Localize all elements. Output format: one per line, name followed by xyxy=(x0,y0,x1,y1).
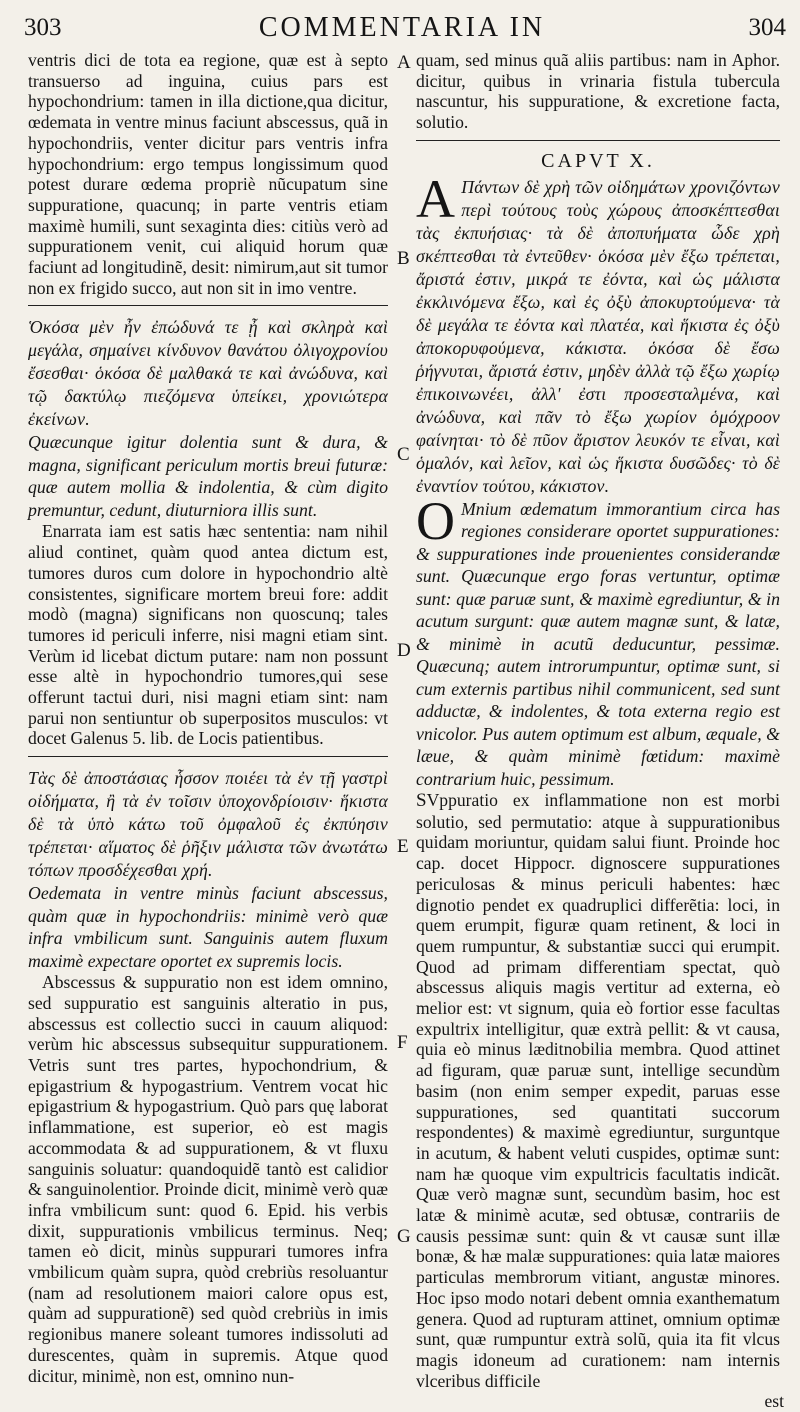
greek-text: Πάντων δὲ χρὴ τῶν οἰδημάτων χρονιζόντων περὶ τούτους τοὺς χώρους ἀποσκέπτεσθαι τὰς ἐκπυήσιας· τὰ δὲ ἀποπυήματα ὧδε χρὴ σκέπτεσθαι τὰ ἐντεῦθεν· ὁκόσα μὲν ἔξω τρέπεται, ἄριστά ἐστιν, μικρά τε ἐόντα, καὶ ὡς μάλιστα ἐκκλινόμενα ἔξω, καὶ ἐς ὀξὺ ἀποκυρτούμενα· τὰ δὲ μεγάλα τε ἐόντα καὶ πλατέα, καὶ ἥκιστα ἐς ὀξὺ ἀποκορυφούμενα, κάκιστα. ὁκόσα δὲ ἔσω ῥήγνυται, ἄριστά ἐστιν, μηδὲν ἀλλὰ τῷ ἔξω χωρίῳ ἐπικοινωνέει, ἀλλ' ἐστι προσεσταλμένα, καὶ ἀνώδυνα, καὶ πᾶν τὸ ἔξω χωρίον ὁμόχροον φαίνηται· τὸ δὲ πῦον ἄριστον λευκόν τε εἶναι, καὶ ὁμαλόν, καὶ λεῖον, καὶ ὡς ἥκιστα δυσῶδες· τὸ δὲ ἐναντίον τούτου, κάκιστον. xyxy=(416,176,780,496)
margin-letter-b: B xyxy=(397,248,410,269)
paragraph-initial: S xyxy=(416,790,427,812)
margin-letter-a: A xyxy=(397,52,411,73)
greek-initial: Α xyxy=(416,168,456,229)
margin-letter-f: F xyxy=(397,1032,408,1053)
margin-letter-g: G xyxy=(397,1226,411,1247)
margin-letter-e: E xyxy=(397,836,409,857)
section-rule xyxy=(28,305,388,306)
latin-translation: Oedemata in ventre minùs faciunt abscessus, quàm quæ in hypochondriis: minimè verò quæ infra vmbilicum sunt. Sanguinis autem fluxum maximè expectare oportet ex supremis locis. xyxy=(28,883,388,971)
latin-translation: Quæcunque igitur dolentia sunt & dura, & magna, significant periculum mortis breui futuræ: quæ autem mollia & indolentia, & cùm digito premuntur, cedunt, diuturniora illis sunt. xyxy=(28,432,388,520)
page-number-right: 304 xyxy=(748,14,786,41)
commentary-paragraph: quam, sed minus quã aliis partibus: nam in Aphor. dicitur, quibus in vrinaria fistula tubercula nascuntur, his suppuratione, & excretione facta, solutio. xyxy=(416,50,780,133)
margin-letter-d: D xyxy=(397,640,411,661)
latin-initial: O xyxy=(416,490,455,551)
commentary-paragraph xyxy=(416,790,780,1391)
right-column xyxy=(416,50,784,1412)
greek-aphorism xyxy=(416,168,780,498)
greek-aphorism: Τὰς δὲ ἀποστάσιας ἧσσον ποιέει τὰ ἐν τῇ γαστρὶ οἰδήματα, ἢ τὰ ἐν τοῖσιν ὑποχονδρίοισιν· ἥκιστα δὲ τὰ ὑπὸ κάτω τοῦ ὀμφαλοῦ ἐς ἐκπύησιν τρέπεται· αἵματος δὲ ῥῆξιν μάλιστα τῶν ἀνωτάτω τόπων προσδέχεσθαι χρή. xyxy=(28,768,388,881)
section-rule xyxy=(28,756,388,757)
commentary-paragraph: Abscessus & suppuratio non est idem omnino, sed suppuratio est sanguinis alteratio in pus, abscessus est collectio succi in cauum aliquod: verùm hic abscessus subsequitur suppurationem. Vetris sunt tres partes, hypochondrium, & epigastrium & hypogastrium. Ventrem vocat hic epigastrium & hypogastrium. Quò pars quę laborat inflammatione, est superior, eò est magis accommodata & ad suppurationem, & vt fluxu sanguinis soluatur: quandoquidẽ tantò est calidior & sanguinolentior. Proinde dicit, minimè verò quæ infra vmbilicum sunt: quod 6. Epid. his verbis dixit, suppurationis vmbilicus terminus. Neq; tamen eò dicit, minùs suppurari tumores infra vmbilicum quàm supra, quòd crebriùs resoluantur (nam ad resolutionem maiori calore opus est, quàm ad suppurationẽ) sed quòd crebriùs in imis regionibus manere soleant tumores indissoluti ad durescentes, quàm in supremis. Atque quod dicitur, minimè, non est, omnino nun- xyxy=(28,972,388,1386)
margin-letters xyxy=(391,0,415,1385)
left-column xyxy=(28,50,388,1386)
catchword: est xyxy=(764,1391,784,1412)
commentary-text: Vppuratio ex inflammatione non est morbi solutio, sed permutatio: atque à suppurationibus quidam moriuntur, quidam salui fiunt. Proinde hoc cap. docet Hippocr. dignoscere suppurationes periculosas & minus periculi habentes: hæc dignotio pendet ex quadruplici differẽtia: loci, in quem erumpit, figuræ quam retinent, & loci in quem rumpuntur, & substantiæ succi qui erumpit. Quod ad primam differentiam spectat, quò abscessus aliquis magis vertitur ad externa, eò melior est: vt signum, quia eò fortior esse facultas expultrix intelligitur, quæ extrà pellit: & vt causa, quia eò minus læditnobilia membra. Quod attinet ad figuram, quæ paruæ sunt, intellige secundùm basim (non enim semper expedit, paruas esse suppurationes, sed quantitati succorum respondentes) & maximè egrediuntur, surguntque in acutum, & habent veluti cuspides, optimæ sunt: nam hæ quoque vim expultricis facultatis indicãt. Quæ verò magnæ sunt, secundùm basim, hoc est latæ & minimè acutæ, sed obtusæ, contrariis de causis pessimæ sunt: quin & vt causæ sunt illæ bonæ, & hæ malæ suppurationes: quia latæ maiores particulas membrorum vitiant, angustæ minores. Hoc ipso modo notari debent omnia exanthematum genera. Quod ad rupturam attinet, omnium optimæ sunt, quæ rumpuntur extrà solũ, quia ita fit vlcus magis idoneum ad curationem: nam internis vlceribus difficile xyxy=(416,790,780,1391)
margin-letter-c: C xyxy=(397,444,410,465)
commentary-paragraph: Enarrata iam est satis hæc sententia: nam nihil aliud continet, quàm quod antea dictum est, tumores duros cum dolore in hypochondrio altè consistentes, significare mortem breui fore: addit modò (magna) significans non quoscunq; tales tumores id periculi inferre, nisi magni etiam sint. Verùm id licebat dictum putare: nam non possunt esse altè in hypochondrio tumores,qui sese offerunt tactui duri, nisi magni etiam sint: nam parui non sentiuntur ob superpositos musculos: vt docet Galenus 5. lib. de Locis patientibus. xyxy=(28,521,388,749)
latin-translation xyxy=(416,490,780,791)
page-number-left: 303 xyxy=(24,14,62,41)
latin-text: Mnium œdematum immorantium circa has regiones considerare oportet suppurationes: & suppurationes inde prouenientes considerandæ sunt. Quæcunque ergo foras vertuntur, optimæ sunt: quæ paruæ sunt, & maximè egrediuntur, & in acutum surgunt: quæ autem magnæ sunt, & latæ, & minimè in acutũ deducuntur, pessimæ. Quæcunq; autem introrumpuntur, optimæ sunt, si cum externis partibus nihil communicent, sed sunt adductæ, & indolentes, & tota externa regio est vnicolor. Pus autem optimum est album, æquale, & læue, & quàm minimè fœtidum: maximè contrarium huic, pessimum. xyxy=(416,498,780,789)
commentary-paragraph: ventris dici de tota ea regione, quæ est à septo transuerso ad inguina, cuius pars est hypochondrium: tamen in illa dictione,qua dicitur, œdemata in ventre minus faciunt abscessus, quã in hypochondriis, venter dicitur pars ventris infra hypochondrium: ergo tempus longissimum quod potest durare œdema propriè nũcupatum sine suppuratione, quacunq; in parte ventris etiam maximè humili, sunt sexaginta dies: citiùs verò ad suppurationem venit, cui aliquid horum quæ faciunt ad longitudinẽ, desit: nimirum,aut sit tumor non ex frigido succo, aut non sit in imo ventre. xyxy=(28,50,388,298)
section-rule xyxy=(416,140,780,141)
running-title: COMMENTARIA IN xyxy=(258,12,546,43)
chapter-title: CAPVT X. xyxy=(541,149,655,172)
greek-aphorism: Ὁκόσα μὲν ἦν ἐπώδυνά τε ᾖ καὶ σκληρὰ καὶ μεγάλα, σημαίνει κίνδυνον θανάτου ὀλιγοχρονίου ἔσεσθαι· ὁκόσα δὲ μαλθακά τε καὶ ἀνώδυνα, καὶ τῷ δακτύλῳ πιεζόμενα ὑπείκει, χρονιώτερα ἐκείνων. xyxy=(28,317,388,430)
